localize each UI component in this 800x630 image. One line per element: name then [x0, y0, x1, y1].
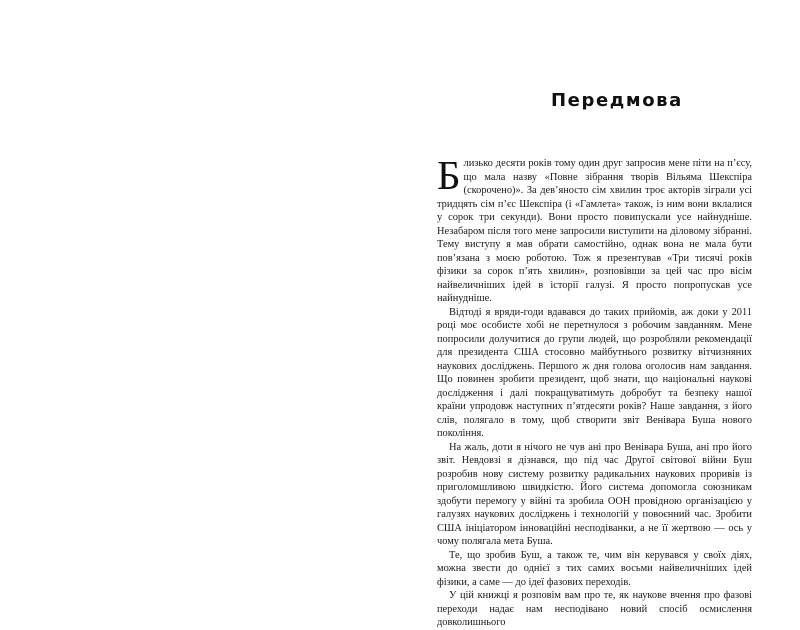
body-text	[437, 152, 752, 630]
paragraph-3: На жаль, доти я нічого не чув ані про Венівара Буша, ані про його звіт. Невдовзі я дізнався, що під час Другої світової війни Буш розробив нову систему розвитку радикальних наукових проривів із приголомшливою швидкістю. Його система допомогла союзникам здобути перемогу у війні та зробила ООН провідною організацією у галузях наукових досліджень і технологій у повоєнний час. Зробити США ініціатором інноваційні несподіванки, а не її жертвою — ось у чому полягала мета Буша.	[437, 441, 752, 547]
left-page	[0, 0, 400, 570]
drop-cap: Б	[437, 152, 461, 198]
paragraph-2: Відтоді я вряди-годи вдавався до таких прийомів, аж доки у 2011 році моє особисте хобі не перетнулося з робочим завданням. Мене попросили долучитися до групи людей, що розробляли рекомендації для президента США стосовно майбутнього розвитку вітчизняних наукових досліджень. Першого ж дня голова оголосив нам завдання. Що повинен зробити президент, щоб знати, що національні наукові дослідження і далі покращуватимуть добробут та безпеку нашої країни упродовж наступних п’ятдесяти років? Наше завдання, з його слів, полягало в тому, щоб створити звіт Венівара Буша нового покоління.	[437, 306, 752, 439]
chapter-title: Передмова	[551, 90, 683, 111]
paragraph-5: У цій книжці я розповім вам про те, як наукове вчення про фазові переходи надає нам несподівано новий спосіб осмислення довколишнього	[437, 590, 752, 628]
paragraph-4: Те, що зробив Буш, а також те, чим він керувався у своїх діях, можна звести до однієї з тих самих восьми найвеличніших ідей фізики, а саме — до ідеї фазових переходів.	[437, 549, 752, 588]
paragraph-1-text: лизько десяти років тому один друг запросив мене піти на п’єсу, що мала назву «Повне зібрання творів Вільяма Шекспіра (скорочено)». За дев’яносто сім хвилин троє акторів зіграли усі тридцять сім п’єс Шекспіра (і «Гамлета» також, із ним вони вклалися у сорок три секунди). Вони просто повипускали усе найнудніше. Незабаром після того мене запросили виступити на діловому зібранні. Тему виступу я мав обрати самостійно, однак вона не мала бути пов’язана з моєю роботою. Тож я презентував «Три тисячі років фізики за сорок п’ять хвилин», розповівши за цей час про вісім найвеличніших ідей в історії галузі. Я просто попропускав усе найнудніше.	[437, 158, 752, 304]
paragraph-1	[437, 152, 752, 306]
